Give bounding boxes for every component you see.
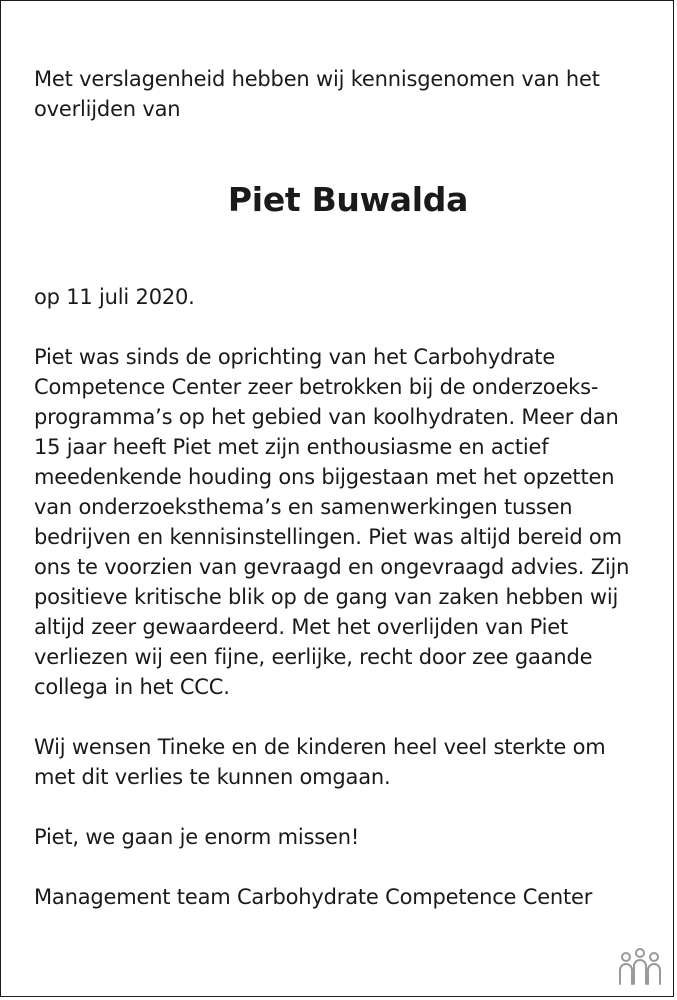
tribute-line: positieve kritische blik op de gang van zaken hebben wij: [34, 585, 619, 609]
tribute-line: meedenkende houding ons bijgestaan met het opzetten: [34, 465, 615, 489]
intro-line: overlijden van: [34, 97, 181, 121]
people-group-icon: [617, 946, 663, 988]
condolence-paragraph: [34, 732, 654, 792]
condolence-line: Wij wensen Tineke en de kinderen heel veel sterkte om: [34, 735, 606, 759]
tribute-line: collega in het CCC.: [34, 675, 230, 699]
deceased-name: Piet Buwalda: [227, 180, 469, 219]
closing-line: Piet, we gaan je enorm missen!: [34, 825, 360, 849]
tribute-line: bedrijven en kennisinstellingen. Piet was altijd bereid om: [34, 525, 622, 549]
tribute-line: verliezen wij een fijne, eerlijke, recht door zee gaande: [34, 645, 593, 669]
tribute-line: van onderzoeksthema’s en samenwerkingen tussen: [34, 495, 573, 519]
death-date: op 11 juli 2020.: [34, 285, 195, 309]
tribute-line: programma’s op het gebied van koolhydraten. Meer dan: [34, 405, 619, 429]
condolence-line: met dit verlies te kunnen omgaan.: [34, 765, 391, 789]
tribute-paragraph: [34, 342, 654, 702]
tribute-line: Competence Center zeer betrokken bij de onderzoeks-: [34, 375, 599, 399]
tribute-line: Piet was sinds de oprichting van het Carbohydrate: [34, 345, 556, 369]
intro-line: Met verslagenheid hebben wij kennisgenomen van het: [34, 67, 600, 91]
tribute-line: 15 jaar heeft Piet met zijn enthousiasme en actief: [34, 435, 549, 459]
intro-paragraph: [34, 64, 654, 124]
tribute-line: ons te voorzien van gevraagd en ongevraagd advies. Zijn: [34, 555, 630, 579]
tribute-line: altijd zeer gewaardeerd. Met het overlijden van Piet: [34, 615, 569, 639]
notice-content: [34, 64, 654, 912]
signature-line: Management team Carbohydrate Competence Center: [34, 885, 593, 909]
